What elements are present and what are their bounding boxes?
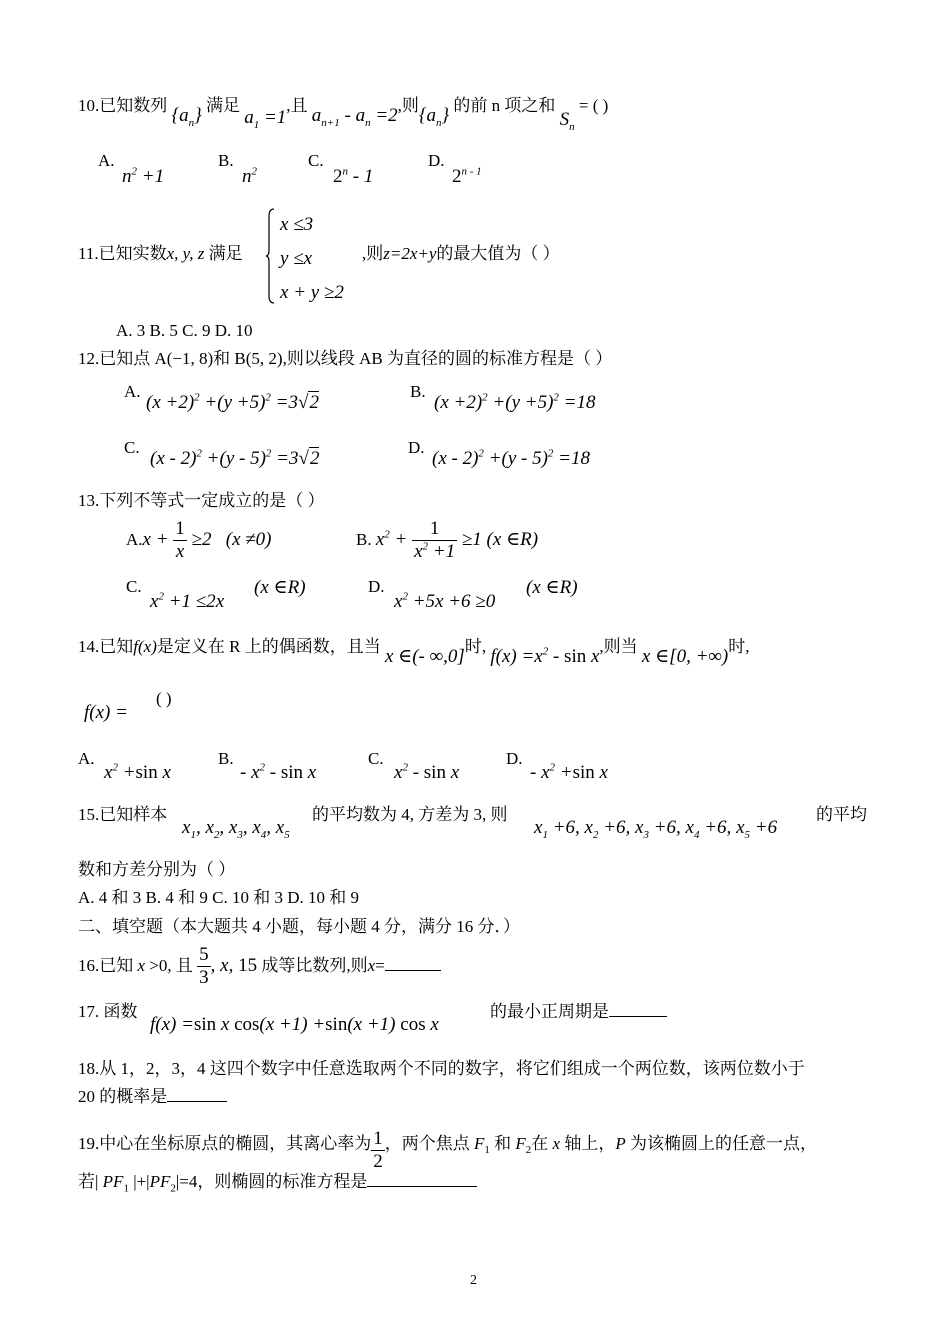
q17-tail	[490, 1003, 667, 1020]
q19-eccentricity: $\frac{1}{2}$	[373, 1128, 383, 1172]
q15-text-b: 的平均数为 4, 方差为 3, 则	[312, 805, 508, 824]
q11-text-c: ,则	[362, 244, 384, 263]
q10-option-a-label: A.	[98, 151, 115, 170]
q19-line2-b: |+|	[133, 1172, 150, 1191]
q10-seq-an: $\{a_n\}$	[171, 105, 202, 129]
q13-option-d: $x^2 +5x +6 \ge 0$	[394, 590, 496, 612]
q14-domain-pos: x ∈[0, +∞)	[641, 646, 729, 667]
q16-text-d: =	[375, 956, 385, 976]
q10-stem	[78, 96, 609, 133]
q16-text-a: 16.已知	[78, 956, 134, 976]
section-heading-fill-in: 二、填空题（本大题共 4 小题，每小题 4 分，满分 16 分．）	[78, 917, 520, 936]
q13-option-d-label: D.	[368, 577, 385, 596]
q14-option-c-label: C.	[368, 749, 384, 768]
q14-text-d: ,则当	[599, 637, 638, 656]
q18-answer-blank[interactable]	[167, 1101, 227, 1102]
q11-text-a: 11.已知实数	[78, 244, 167, 263]
q17-function: f(x) =sin x cos(x +1) +sin(x +1) cos x	[150, 1014, 439, 1035]
q15-options: A. 4 和 3 B. 4 和 9 C. 10 和 3 D. 10 和 9	[78, 888, 359, 907]
q11-objective: z=2x+y	[383, 244, 437, 263]
q12-option-d: (x - 2)$^2$ +(y - 5)$^2$ =18	[432, 447, 590, 469]
q14-text-a: 14.已知	[78, 637, 134, 656]
q16-text-c: 成等比数列,则	[261, 956, 368, 976]
q12-option-d-label: D.	[408, 438, 425, 457]
q14-text-c: 时,	[464, 637, 487, 656]
q15-shifted-sample: $x_1 +6$, $x_2 +6$, $x_3 +6$, $x_4 +6$, $x_5 +6$	[534, 817, 778, 841]
q10-option-d: 2$^{n - 1}$	[452, 165, 482, 187]
q11-constraint-3: x + y ≥2	[280, 282, 344, 303]
q19-text-b: ，两个焦点	[384, 1133, 470, 1153]
q14-domain-neg: x ∈(- ∞,0]	[384, 646, 465, 667]
q10-option-c: 2$^n$ - 1	[333, 165, 374, 187]
q12-option-a-label: A.	[124, 382, 141, 401]
q14-text-b: 是定义在 R 上的偶函数，且当	[156, 637, 381, 656]
q12-option-c: (x - 2)$^2$ +(y - 5)$^2$ =3√2	[150, 447, 320, 469]
q10-cond-diff: $a_{n+1} - a_n =2$	[311, 105, 398, 129]
q11-vars: x, y, z	[166, 244, 205, 263]
q19-answer-blank[interactable]	[367, 1186, 477, 1187]
q13-option-a: x + $\frac{1}{x}$ ≥2 (x ≠0)	[142, 518, 272, 562]
q19-text-e: 轴上，	[564, 1133, 616, 1153]
q10-option-b-label: B.	[218, 151, 234, 170]
q10-cond-a1: $a_1 =1$	[244, 107, 287, 131]
q11-text-d: 的最大值为（ ）	[436, 244, 560, 263]
q10-paren: = ( )	[578, 96, 609, 115]
q14-option-b: - $x^2$ - sin x	[240, 761, 317, 783]
left-brace-icon	[266, 208, 275, 304]
page-number: 2	[470, 1273, 477, 1288]
q13-option-c-cond: (x ∈R)	[254, 577, 306, 598]
q14-def: $f(x) =x^2 - \sin x$	[490, 645, 600, 667]
q16-answer-blank[interactable]	[385, 970, 441, 971]
q14-option-d: - $x^2 +\sin$ x	[530, 761, 608, 783]
q10-option-b: $n^2$	[242, 165, 257, 187]
q10-text-e: 的前 n 项之和	[453, 96, 556, 115]
q12-option-b-label: B.	[410, 382, 426, 401]
q18-line-1: 18.从 1，2，3，4 这四个数字中任意选取两个不同的数字，将它们组成一个两位数，该两位数小于	[78, 1059, 805, 1078]
q19-text-d: 在	[531, 1133, 549, 1153]
q14-option-a: $x^2 +\sin$ x	[104, 761, 171, 783]
q14-paren: ( )	[156, 689, 172, 708]
q19-text-f: 为该椭圆上的任意一点，	[629, 1133, 817, 1153]
q10-option-d-label: D.	[428, 151, 445, 170]
q15-text-a: 15.已知样本	[78, 805, 168, 824]
q10-seq-an-2: $\{a_n\}$	[418, 105, 450, 129]
q17-text-b: 的最小正周期是	[490, 1002, 609, 1021]
q15-text-d: 数和方差分别为（ ）	[78, 860, 236, 879]
q18-line-2: 20 的概率是	[78, 1087, 168, 1106]
q13-option-d-cond: (x ∈R)	[526, 577, 578, 598]
q14-option-d-label: D.	[506, 749, 523, 768]
q19-line2-c: |=4，则椭圆的标准方程是	[175, 1172, 368, 1191]
q10-text-c: ,且	[286, 96, 308, 115]
q13-option-a-label: A.	[126, 530, 143, 550]
q18-line-2-row	[78, 1088, 227, 1105]
q19-line-2: 若| $PF_1$ $|+|PF_2|=4$，则椭圆的标准方程是	[78, 1173, 477, 1190]
q10-option-a: $n^2 +1$	[122, 165, 165, 187]
q11-stem-2	[362, 245, 560, 262]
q19-text-a: 19.中心在坐标原点的椭圆，其离心率为	[78, 1133, 372, 1153]
q12-option-b: $(x +2)^2 +(y +5)^2 =18$	[434, 391, 596, 413]
q14-fx-eq: f(x) =	[84, 702, 128, 723]
q17-text-a: 17. 函数	[78, 1002, 138, 1021]
q14-option-b-label: B.	[218, 749, 234, 768]
q19-text-c: 和	[494, 1133, 512, 1153]
q13-option-a-row	[126, 518, 272, 564]
q14-fx: f(x)	[133, 637, 157, 656]
q14-option-c: $x^2$ - sin x	[394, 761, 460, 783]
q13-option-b-row	[356, 518, 538, 564]
q11-constraint-1: x ≤3	[280, 214, 314, 235]
q11-constraint-system	[266, 208, 366, 308]
q10-text-a: 10.已知数列	[78, 96, 168, 115]
q10-text-b: 满足	[205, 96, 240, 115]
q15-text-c: 的平均	[816, 805, 867, 824]
q16-sequence: $\frac{5}{3}$ , x, 15	[199, 944, 258, 988]
q19-line-1: 19.中心在坐标原点的椭圆，其离心率为 $\frac{1}{2}$ ，两个焦点 $F_1$ 和 $F_2$在 x 轴上，P 为该椭圆上的任意一点，	[78, 1128, 817, 1172]
q13-option-c: $x^2 +1 \le 2x$	[150, 590, 225, 612]
q11-stem	[78, 245, 243, 262]
q10-text-d: ,则	[397, 96, 419, 115]
q13-option-b: $x^2$ + $\frac{1}{x^2 +1}$ ≥1 (x ∈R)	[375, 518, 539, 562]
q13-stem: 13.下列不等式一定成立的是（ ）	[78, 491, 325, 510]
q15-sample: $x_1$, $x_2$, $x_3$, $x_4$, $x_5$	[182, 817, 290, 841]
q11-options: A. 3 B. 5 C. 9 D. 10	[116, 321, 253, 340]
q14-text-e: 时,	[728, 637, 750, 656]
q16-text-b: >0, 且	[149, 956, 193, 976]
q11-constraint-2: y ≤x	[280, 248, 313, 269]
q14-stem	[78, 637, 750, 667]
q12-option-c-label: C.	[124, 438, 140, 457]
q17-answer-blank[interactable]	[609, 1016, 667, 1017]
q12-stem: 12.已知点 A(−1, 8)和 B(5, 2),则以线段 AB 为直径的圆的标准方程是（ ）	[78, 349, 613, 368]
q13-option-b-label: B.	[356, 530, 372, 550]
q19-line2-a: 若|	[78, 1172, 99, 1191]
q11-text-b: 满足	[208, 244, 243, 263]
q10-option-c-label: C.	[308, 151, 324, 170]
q13-option-c-label: C.	[126, 577, 142, 596]
q14-option-a-label: A.	[78, 749, 95, 768]
q12-option-a: $(x +2)^2 +(y +5)^2 =3√2$	[146, 391, 319, 413]
q16-row: 16.已知 x >0, 且 $\frac{5}{3}$ , x, 15 成等比数列,则x=	[78, 944, 441, 990]
q10-sn: $S_n$	[559, 109, 575, 133]
